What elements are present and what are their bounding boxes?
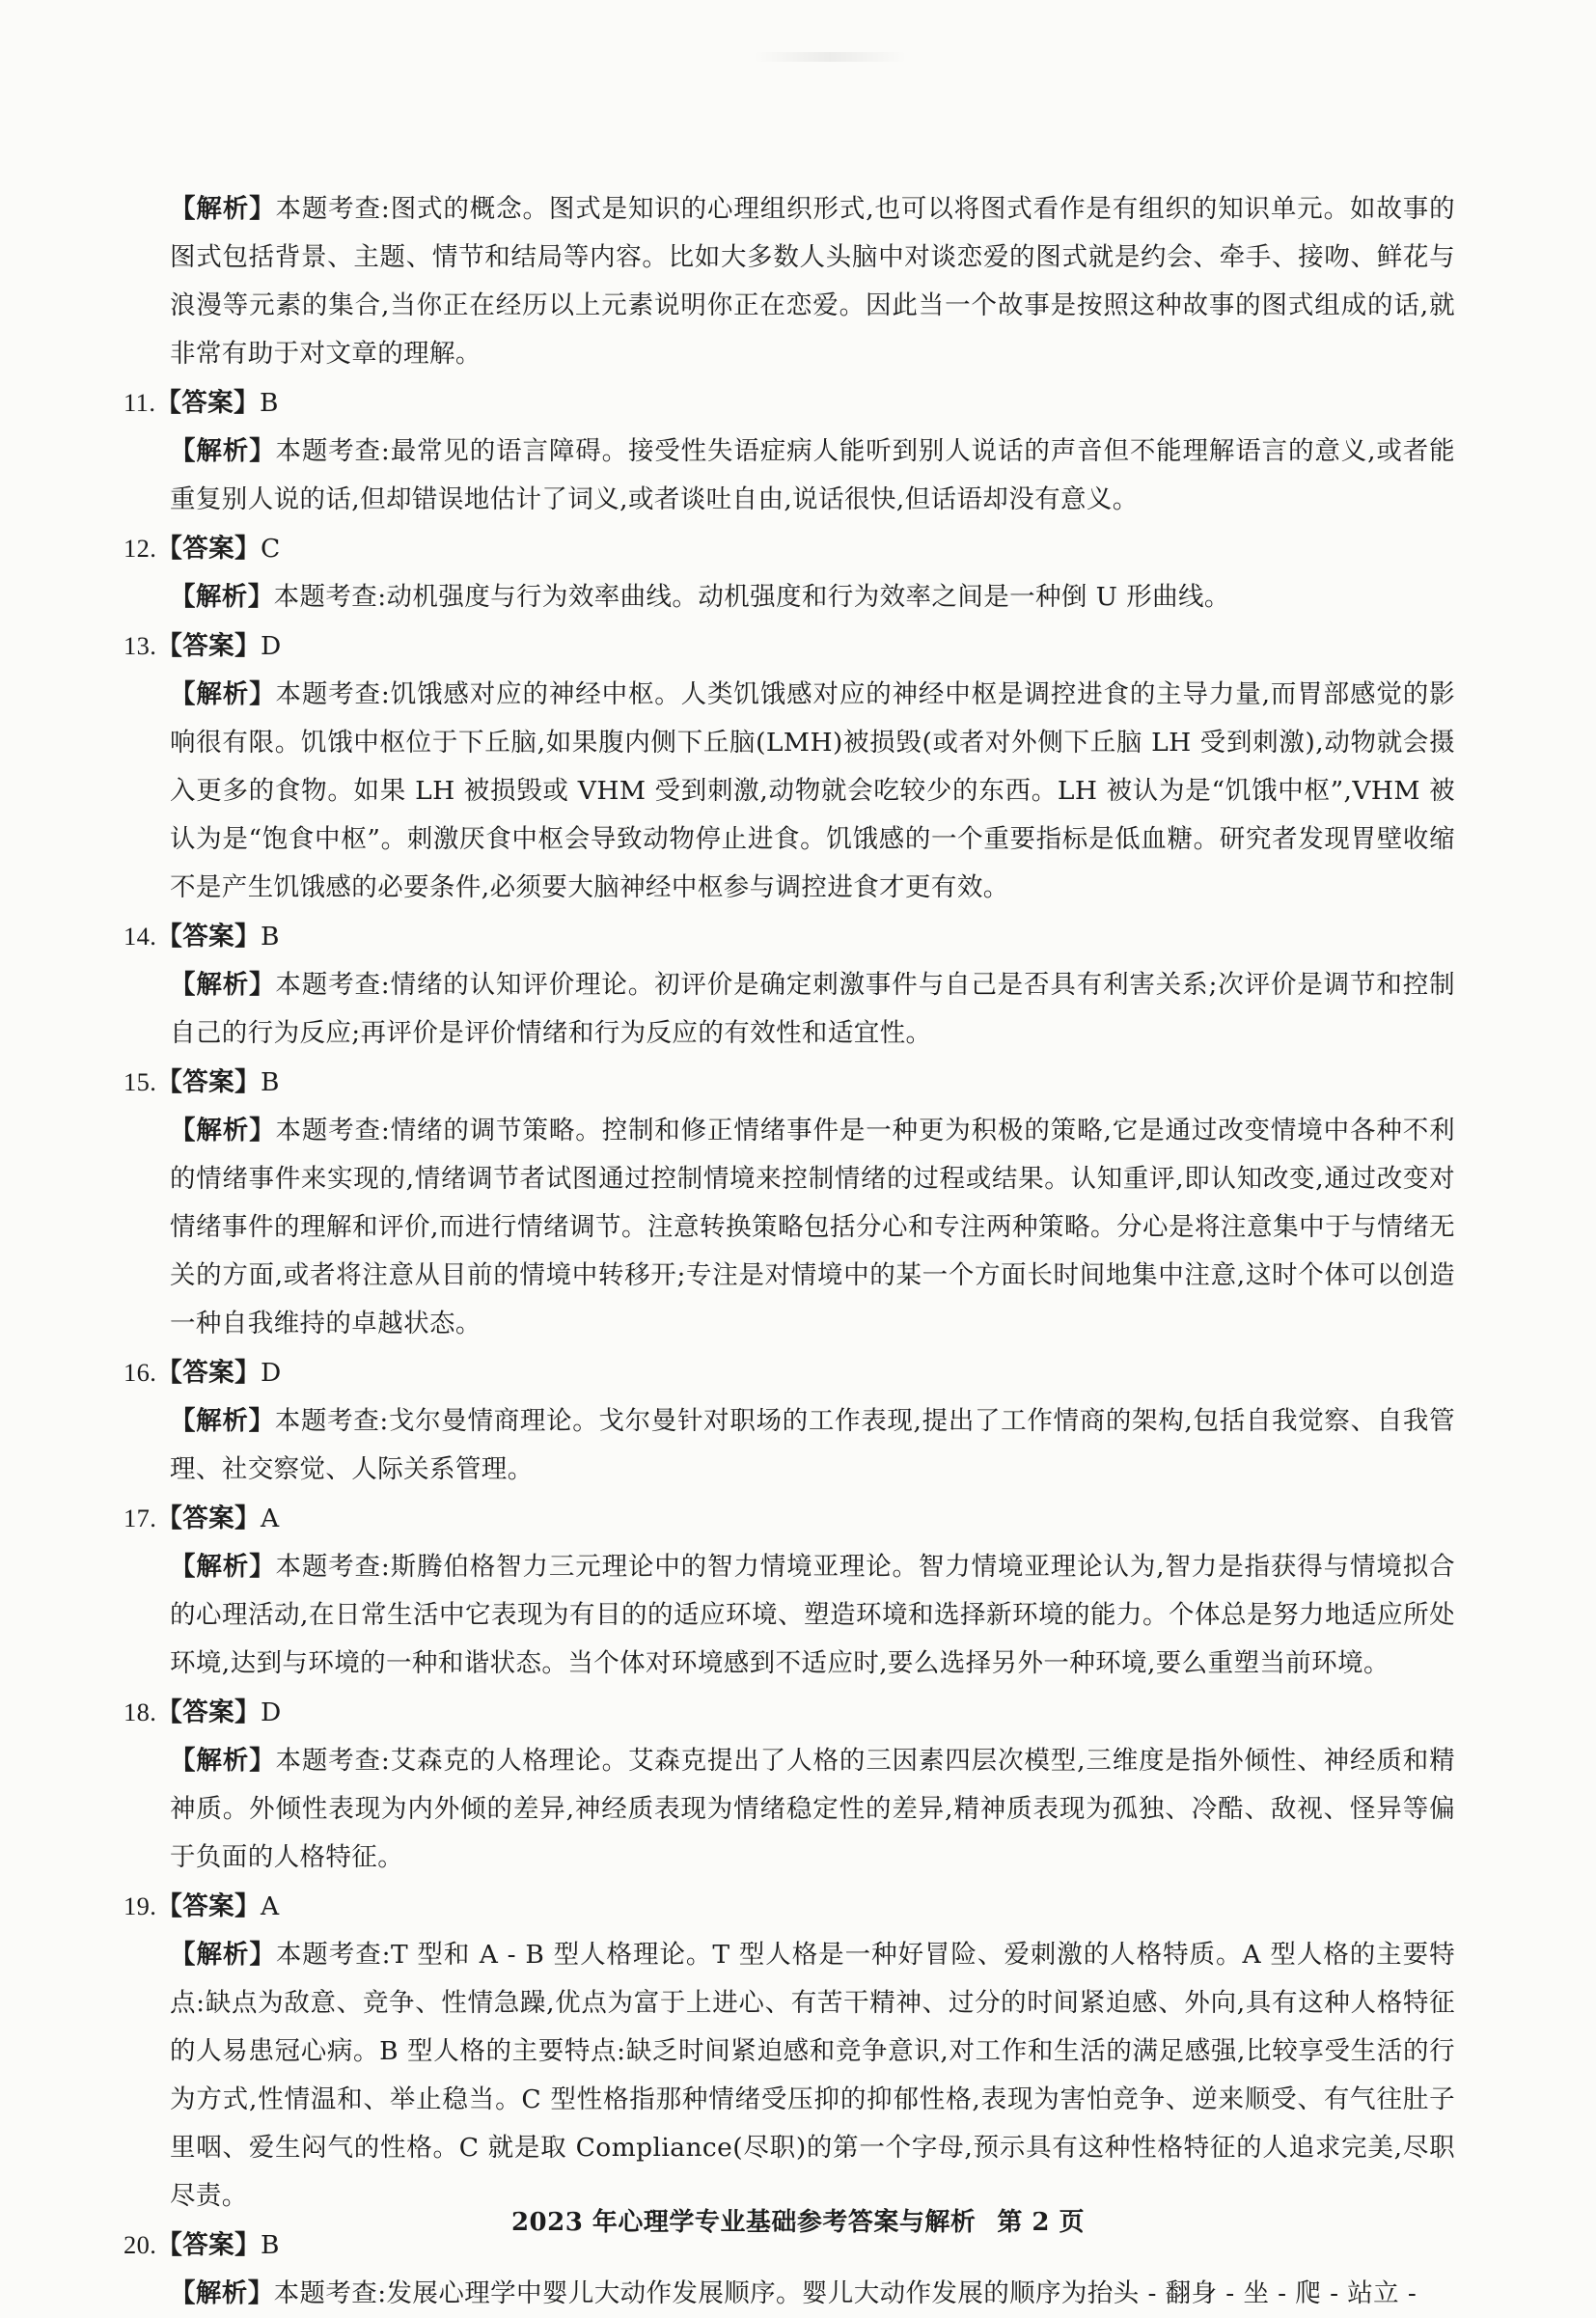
analysis-paragraph (170, 573, 1455, 621)
scan-smudge (753, 52, 907, 62)
question-number: 11. (124, 388, 156, 417)
analysis-text: 本题考查:最常见的语言障碍。接受性失语症病人能听到别人说话的声音但不能理解语言的意义,或者能重复别人说的话,但却错误地估计了词义,或者谈吐自由,说话很快,但话语却没有意义。 (170, 436, 1455, 514)
analysis-paragraph (170, 961, 1455, 1058)
answer-value: B (260, 922, 280, 952)
item-17 (124, 1494, 1455, 1688)
item-13 (124, 621, 1455, 912)
answer-label: 【答案】 (156, 534, 261, 564)
item-19 (124, 1882, 1455, 2221)
analysis-paragraph (170, 1107, 1455, 1348)
analysis-label: 【解析】 (170, 436, 276, 466)
question-number: 17. (124, 1504, 157, 1532)
answer-label: 【答案】 (156, 1891, 261, 1921)
answer-content (124, 185, 1455, 2318)
page-footer (0, 2202, 1596, 2238)
item-18 (124, 1688, 1455, 1882)
answer-label: 【答案】 (156, 1067, 261, 1097)
analysis-label: 【解析】 (170, 2278, 274, 2308)
answer-label: 【答案】 (156, 922, 261, 952)
answer-line (124, 378, 1455, 428)
answer-value: C (260, 534, 281, 564)
analysis-text: 本题考查:情绪的调节策略。控制和修正情绪事件是一种更为积极的策略,它是通过改变情境中各种不利的情绪事件来实现的,情绪调节者试图通过控制情境来控制情绪的过程或结果。认知重评,即认知改变,通过改变对情绪事件的理解和评价,而进行情绪调节。注意转换策略包括分心和专注两种策略。分心是将注意集中于与情绪无关的方面,或者将注意从目前的情境中转移开;专注是对情境中的某一个方面长时间地集中注意,这时个体可以创造一种自我维持的卓越状态。 (170, 1116, 1455, 1338)
answer-value: D (260, 1358, 282, 1388)
analysis-label: 【解析】 (170, 582, 274, 612)
answer-line (124, 1058, 1455, 1107)
analysis-label: 【解析】 (170, 970, 276, 1000)
footer-title: 2023 年心理学专业基础参考答案与解析 (510, 2208, 977, 2237)
analysis-paragraph (170, 428, 1455, 524)
analysis-text: 本题考查:戈尔曼情商理论。戈尔曼针对职场的工作表现,提出了工作情商的架构,包括自我觉察、自我管理、社交察觉、人际关系管理。 (170, 1406, 1456, 1484)
analysis-text: 本题考查:发展心理学中婴儿大动作发展顺序。婴儿大动作发展的顺序为抬头 - 翻身 - 坐 - 爬 - 站立 - (273, 2278, 1417, 2308)
item-14 (124, 912, 1455, 1058)
analysis-label: 【解析】 (170, 1746, 276, 1776)
analysis-text: 本题考查:艾森克的人格理论。艾森克提出了人格的三因素四层次模型,三维度是指外倾性、神经质和精神质。外倾性表现为内外倾的差异,神经质表现为情绪稳定性的差异,精神质表现为孤独、冷酷、敌视、怪异等偏于负面的人格特征。 (170, 1746, 1455, 1872)
item-16 (124, 1348, 1455, 1494)
analysis-text: 本题考查:图式的概念。图式是知识的心理组织形式,也可以将图式看作是有组织的知识单元。如故事的图式包括背景、主题、情节和结局等内容。比如大多数人头脑中对谈恋爱的图式就是约会、牵手、接吻、鲜花与浪漫等元素的集合,当你正在经历以上元素说明你正在恋爱。因此当一个故事是按照这种故事的图式组成的话,就非常有助于对文章的理解。 (170, 194, 1455, 369)
answer-value: D (260, 631, 282, 661)
answer-line (124, 1688, 1455, 1737)
answer-line (124, 524, 1455, 573)
analysis-paragraph (170, 1397, 1455, 1494)
item-11 (124, 378, 1455, 524)
question-number: 12. (124, 534, 157, 563)
item-12 (124, 524, 1455, 621)
answer-label: 【答案】 (155, 388, 260, 418)
answer-value: B (259, 388, 279, 418)
answer-label: 【答案】 (156, 2230, 261, 2260)
answer-label: 【答案】 (156, 631, 261, 661)
analysis-label: 【解析】 (170, 1552, 276, 1582)
answer-line (124, 1348, 1455, 1397)
answer-label: 【答案】 (156, 1358, 261, 1388)
analysis-label: 【解析】 (170, 679, 276, 709)
question-number: 18. (124, 1697, 157, 1726)
intro-analysis (170, 185, 1455, 378)
analysis-text: 本题考查:情绪的认知评价理论。初评价是确定刺激事件与自己是否具有利害关系;次评价是调节和控制自己的行为反应;再评价是评价情绪和行为反应的有效性和适宜性。 (170, 970, 1455, 1048)
analysis-label: 【解析】 (170, 1406, 275, 1436)
answer-value: D (260, 1697, 282, 1727)
answer-value: B (260, 2230, 280, 2260)
analysis-paragraph (170, 1931, 1455, 2221)
analysis-label: 【解析】 (170, 194, 276, 224)
analysis-text: 本题考查:T 型和 A - B 型人格理论。T 型人格是一种好冒险、爱刺激的人格特质。A 型人格的主要特点:缺点为敌意、竞争、性情急躁,优点为富于上进心、有苦干精神、过分的时间紧迫感、外向,具有这种人格特征的人易患冠心病。B 型人格的主要特点:缺乏时间紧迫感和竞争意识,对工作和生活的满足感强,比较享受生活的行为方式,性情温和、举止稳当。C 型性格指那种情绪受压抑的抑郁性格,表现为害怕竞争、逆来顺受、有气往肚子里咽、爱生闷气的性格。C 就是取 Compliance(尽职)的第一个字母,预示具有这种性格特征的人追求完美,尽职尽责。 (170, 1940, 1455, 2211)
question-number: 16. (124, 1358, 157, 1387)
answer-value: A (260, 1891, 280, 1921)
answer-value: A (260, 1504, 280, 1533)
analysis-paragraph (170, 2270, 1455, 2318)
answer-line (124, 1882, 1455, 1931)
analysis-text: 本题考查:动机强度与行为效率曲线。动机强度和行为效率之间是一种倒 U 形曲线。 (273, 582, 1230, 612)
analysis-label: 【解析】 (170, 1940, 276, 1970)
answer-line (124, 621, 1455, 671)
analysis-label: 【解析】 (170, 1116, 276, 1145)
question-number: 20. (124, 2230, 157, 2259)
answer-value: B (260, 1067, 280, 1097)
analysis-paragraph (170, 1737, 1455, 1882)
analysis-paragraph (170, 671, 1455, 912)
page-number: 第 2 页 (997, 2208, 1086, 2237)
question-number: 14. (124, 922, 157, 951)
analysis-paragraph (170, 1543, 1455, 1688)
answer-label: 【答案】 (156, 1697, 261, 1727)
answer-line (124, 912, 1455, 961)
question-number: 19. (124, 1891, 157, 1920)
analysis-text: 本题考查:斯腾伯格智力三元理论中的智力情境亚理论。智力情境亚理论认为,智力是指获得与情境拟合的心理活动,在日常生活中它表现为有目的的适应环境、塑造环境和选择新环境的能力。个体总是努力地适应所处环境,达到与环境的一种和谐状态。当个体对环境感到不适应时,要么选择另外一种环境,要么重塑当前环境。 (170, 1552, 1455, 1678)
answer-line (124, 1494, 1455, 1543)
question-number: 13. (124, 631, 157, 660)
item-15 (124, 1058, 1455, 1348)
question-number: 15. (124, 1067, 157, 1096)
analysis-text: 本题考查:饥饿感对应的神经中枢。人类饥饿感对应的神经中枢是调控进食的主导力量,而胃部感觉的影响很有限。饥饿中枢位于下丘脑,如果腹内侧下丘脑(LMH)被损毁(或者对外侧下丘脑 LH 受到刺激),动物就会摄入更多的食物。如果 LH 被损毁或 VHM 受到刺激,动物就会吃较少的东西。LH 被认为是“饥饿中枢”,VHM 被认为是“饱食中枢”。刺激厌食中枢会导致动物停止进食。饥饿感的一个重要指标是低血糖。研究者发现胃壁收缩不是产生饥饿感的必要条件,必须要大脑神经中枢参与调控进食才更有效。 (170, 679, 1455, 902)
answer-label: 【答案】 (156, 1504, 261, 1533)
